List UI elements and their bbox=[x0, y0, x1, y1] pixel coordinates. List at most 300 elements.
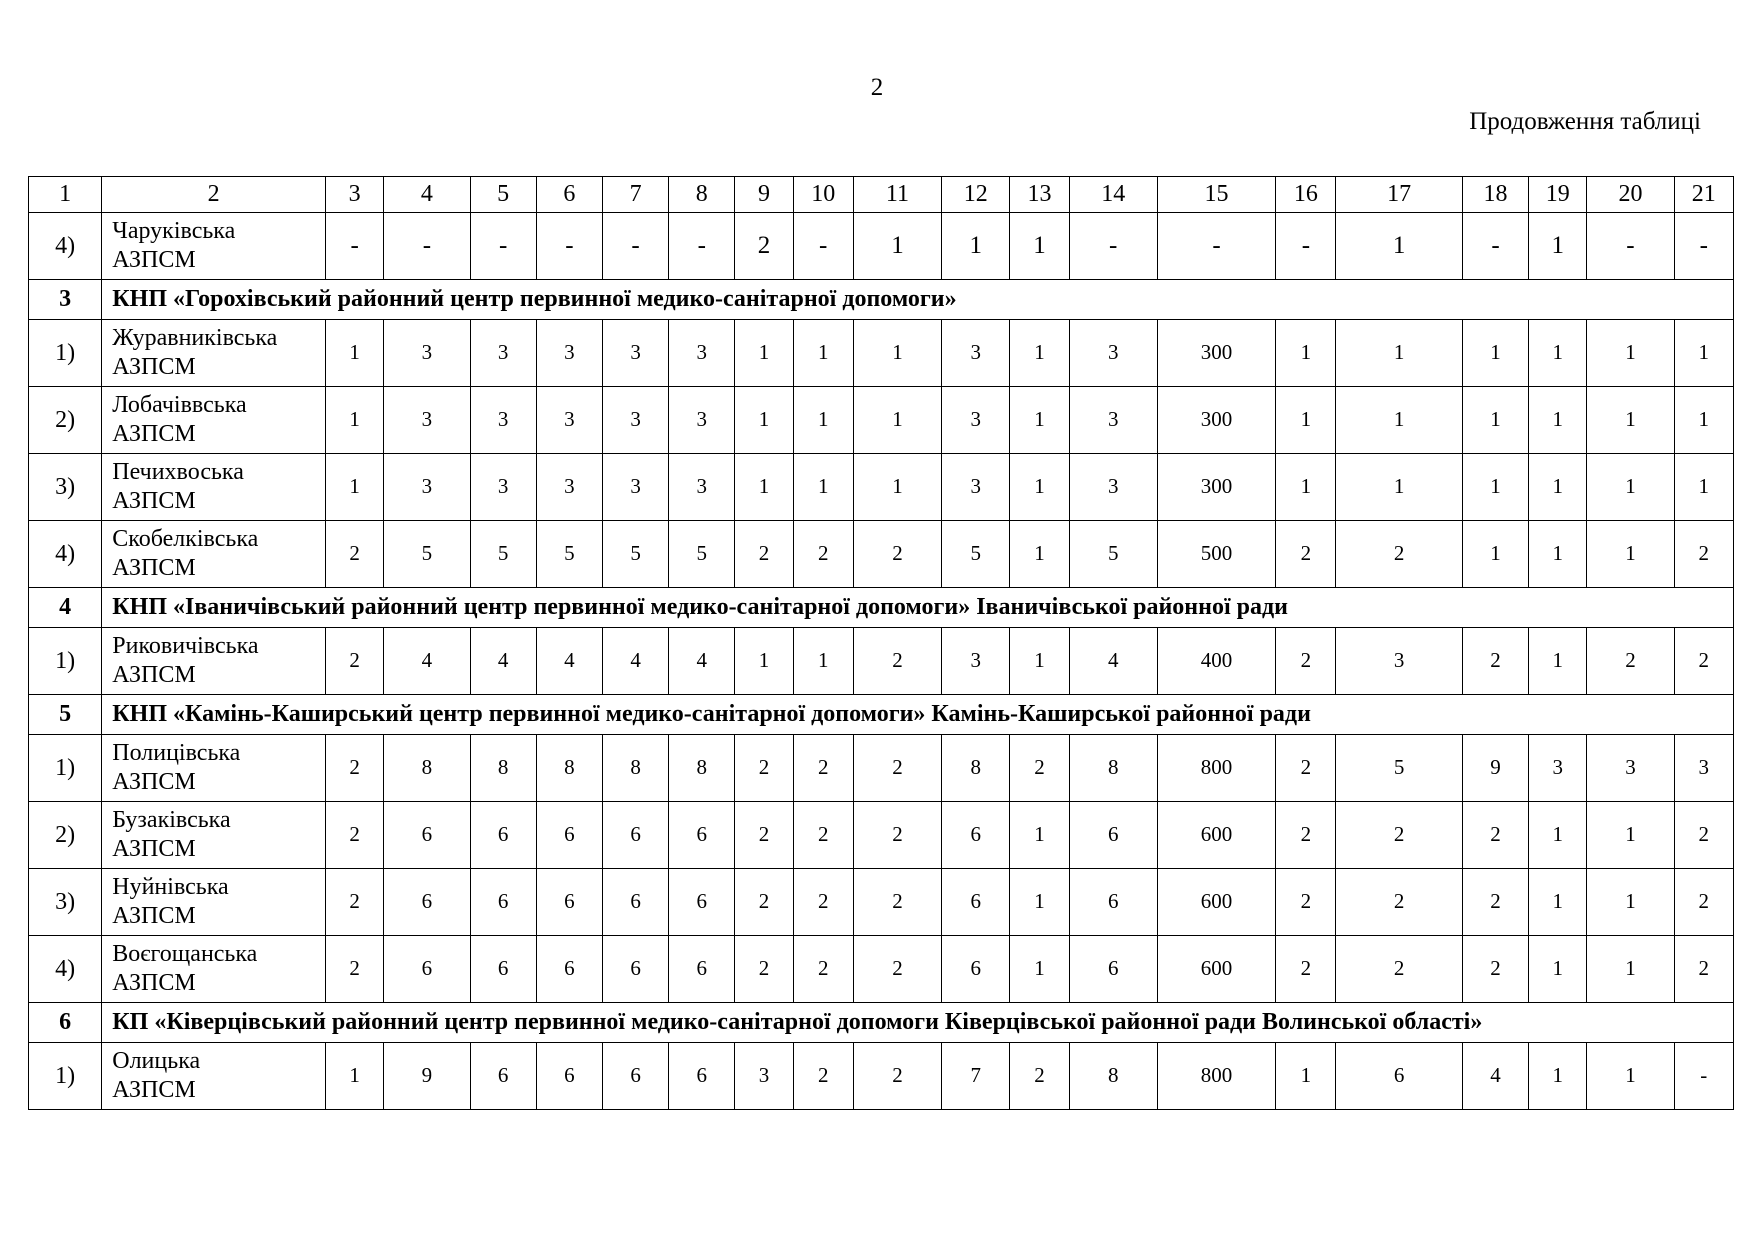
value-cell: 6 bbox=[536, 936, 602, 1003]
value-cell: 6 bbox=[536, 802, 602, 869]
value-cell: 2 bbox=[1276, 628, 1336, 695]
value-cell: 3 bbox=[602, 454, 668, 521]
value-cell: 6 bbox=[602, 802, 668, 869]
row-number: 4) bbox=[29, 213, 102, 280]
value-cell: 1 bbox=[853, 387, 941, 454]
value-cell: 3 bbox=[470, 320, 536, 387]
value-cell: 2 bbox=[326, 521, 384, 588]
column-number-cell: 5 bbox=[470, 177, 536, 213]
facility-name-line1: Чаруківська bbox=[112, 218, 236, 245]
value-cell: 1 bbox=[1587, 802, 1674, 869]
row-number: 4) bbox=[29, 936, 102, 1003]
value-cell: - bbox=[1462, 213, 1528, 280]
value-cell: 8 bbox=[1069, 1043, 1157, 1110]
value-cell: 3 bbox=[1069, 320, 1157, 387]
value-cell: 2 bbox=[326, 735, 384, 802]
value-cell: 1 bbox=[1529, 869, 1587, 936]
value-cell: 3 bbox=[1069, 387, 1157, 454]
column-number-cell: 6 bbox=[536, 177, 602, 213]
column-number-cell: 20 bbox=[1587, 177, 1674, 213]
facility-name-line2: АЗПСМ bbox=[112, 836, 196, 862]
value-cell: 6 bbox=[942, 802, 1010, 869]
value-cell: 6 bbox=[470, 1043, 536, 1110]
value-cell: 1 bbox=[793, 387, 853, 454]
value-cell: 5 bbox=[942, 521, 1010, 588]
value-cell: 4 bbox=[669, 628, 735, 695]
value-cell: 3 bbox=[384, 320, 470, 387]
facility-name bbox=[102, 802, 326, 869]
section-title: КНП «Іваничівський районний центр первинної медико-санітарної допомоги» Іваничівської районної ради bbox=[102, 588, 1734, 628]
page-number: 2 bbox=[870, 74, 884, 101]
value-cell: 300 bbox=[1157, 320, 1275, 387]
facility-name-line1: Бузаківська bbox=[112, 807, 231, 834]
value-cell: 400 bbox=[1157, 628, 1275, 695]
value-cell: 6 bbox=[536, 1043, 602, 1110]
value-cell: 1 bbox=[735, 628, 793, 695]
value-cell: 3 bbox=[384, 454, 470, 521]
facility-name bbox=[102, 521, 326, 588]
value-cell: 1 bbox=[1529, 802, 1587, 869]
value-cell: 1 bbox=[1529, 320, 1587, 387]
value-cell: 2 bbox=[1674, 802, 1733, 869]
value-cell: - bbox=[536, 213, 602, 280]
value-cell: 6 bbox=[602, 936, 668, 1003]
value-cell: 1 bbox=[1529, 628, 1587, 695]
column-number-cell: 8 bbox=[669, 177, 735, 213]
value-cell: 8 bbox=[384, 735, 470, 802]
row-number: 3) bbox=[29, 869, 102, 936]
value-cell: 2 bbox=[1336, 802, 1462, 869]
value-cell: 1 bbox=[326, 320, 384, 387]
value-cell: 2 bbox=[1276, 936, 1336, 1003]
facility-name-line2: АЗПСМ bbox=[112, 354, 196, 380]
value-cell: 500 bbox=[1157, 521, 1275, 588]
value-cell: 5 bbox=[669, 521, 735, 588]
value-cell: 5 bbox=[536, 521, 602, 588]
value-cell: 3 bbox=[669, 320, 735, 387]
row-number: 2) bbox=[29, 802, 102, 869]
value-cell: 3 bbox=[602, 320, 668, 387]
column-number-cell: 19 bbox=[1529, 177, 1587, 213]
value-cell: 300 bbox=[1157, 387, 1275, 454]
facility-name-line1: Полицівська bbox=[112, 740, 241, 767]
value-cell: 2 bbox=[853, 521, 941, 588]
value-cell: 300 bbox=[1157, 454, 1275, 521]
value-cell: 2 bbox=[1336, 521, 1462, 588]
value-cell: 8 bbox=[602, 735, 668, 802]
value-cell: 1 bbox=[1529, 387, 1587, 454]
section-title: КП «Ківерцівський районний центр первинної медико-санітарної допомоги Ківерцівської районної ради Волинської області» bbox=[102, 1003, 1734, 1043]
value-cell: 2 bbox=[793, 1043, 853, 1110]
value-cell: 4 bbox=[470, 628, 536, 695]
value-cell: 1 bbox=[326, 454, 384, 521]
value-cell: 1 bbox=[1462, 454, 1528, 521]
facility-name bbox=[102, 628, 326, 695]
value-cell: 1 bbox=[1462, 387, 1528, 454]
value-cell: 2 bbox=[1674, 521, 1733, 588]
table-row bbox=[29, 735, 1734, 802]
value-cell: 5 bbox=[602, 521, 668, 588]
value-cell: 6 bbox=[470, 869, 536, 936]
value-cell: 2 bbox=[1276, 521, 1336, 588]
value-cell: 3 bbox=[384, 387, 470, 454]
value-cell: 1 bbox=[1010, 213, 1069, 280]
value-cell: 6 bbox=[1069, 869, 1157, 936]
value-cell: 2 bbox=[853, 802, 941, 869]
column-number-cell: 10 bbox=[793, 177, 853, 213]
value-cell: 2 bbox=[326, 869, 384, 936]
value-cell: - bbox=[1587, 213, 1674, 280]
row-number: 1) bbox=[29, 628, 102, 695]
value-cell: 8 bbox=[669, 735, 735, 802]
facility-name-line1: Журавниківська bbox=[112, 325, 278, 352]
value-cell: 2 bbox=[735, 936, 793, 1003]
value-cell: 1 bbox=[1336, 213, 1462, 280]
row-number: 1) bbox=[29, 1043, 102, 1110]
value-cell: 6 bbox=[1069, 802, 1157, 869]
value-cell: - bbox=[1674, 213, 1733, 280]
value-cell: 2 bbox=[326, 936, 384, 1003]
value-cell: 3 bbox=[470, 454, 536, 521]
value-cell: 2 bbox=[735, 735, 793, 802]
value-cell: 2 bbox=[735, 869, 793, 936]
value-cell: 1 bbox=[735, 320, 793, 387]
value-cell: 1 bbox=[1462, 521, 1528, 588]
value-cell: 6 bbox=[384, 802, 470, 869]
column-number-cell: 16 bbox=[1276, 177, 1336, 213]
value-cell: 1 bbox=[1587, 1043, 1674, 1110]
value-cell: 1 bbox=[853, 454, 941, 521]
value-cell: - bbox=[470, 213, 536, 280]
value-cell: 6 bbox=[942, 936, 1010, 1003]
column-number-cell: 7 bbox=[602, 177, 668, 213]
value-cell: 3 bbox=[942, 628, 1010, 695]
value-cell: 6 bbox=[669, 869, 735, 936]
value-cell: 3 bbox=[669, 454, 735, 521]
value-cell: 1 bbox=[1587, 320, 1674, 387]
row-number: 1) bbox=[29, 320, 102, 387]
value-cell: 6 bbox=[602, 1043, 668, 1110]
table-row bbox=[29, 387, 1734, 454]
column-number-cell: 4 bbox=[384, 177, 470, 213]
value-cell: 2 bbox=[793, 869, 853, 936]
section-number: 6 bbox=[29, 1003, 102, 1043]
value-cell: 2 bbox=[1462, 802, 1528, 869]
column-number-row bbox=[29, 177, 1734, 213]
value-cell: - bbox=[1069, 213, 1157, 280]
value-cell: 1 bbox=[1529, 936, 1587, 1003]
facility-name-line2: АЗПСМ bbox=[112, 970, 196, 996]
value-cell: 3 bbox=[942, 387, 1010, 454]
value-cell: 9 bbox=[384, 1043, 470, 1110]
data-table bbox=[28, 176, 1734, 1110]
value-cell: 3 bbox=[669, 387, 735, 454]
table-row bbox=[29, 213, 1734, 280]
value-cell: 2 bbox=[1462, 869, 1528, 936]
facility-name-line2: АЗПСМ bbox=[112, 1077, 196, 1103]
value-cell: 1 bbox=[1010, 454, 1069, 521]
value-cell: - bbox=[384, 213, 470, 280]
facility-name bbox=[102, 387, 326, 454]
table-row bbox=[29, 869, 1734, 936]
section-title: КНП «Горохівський районний центр первинної медико-санітарної допомоги» bbox=[102, 280, 1734, 320]
value-cell: 2 bbox=[735, 802, 793, 869]
value-cell: 3 bbox=[1674, 735, 1733, 802]
facility-name-line1: Риковичівська bbox=[112, 633, 259, 660]
value-cell: 1 bbox=[1010, 936, 1069, 1003]
value-cell: - bbox=[793, 213, 853, 280]
value-cell: 1 bbox=[793, 320, 853, 387]
facility-name-line1: Лобачіввська bbox=[112, 392, 247, 419]
facility-name-line2: АЗПСМ bbox=[112, 247, 196, 273]
value-cell: 1 bbox=[326, 387, 384, 454]
value-cell: 3 bbox=[536, 454, 602, 521]
value-cell: 1 bbox=[1010, 802, 1069, 869]
row-number: 1) bbox=[29, 735, 102, 802]
value-cell: 3 bbox=[470, 387, 536, 454]
value-cell: 600 bbox=[1157, 802, 1275, 869]
value-cell: 4 bbox=[1462, 1043, 1528, 1110]
value-cell: 1 bbox=[853, 213, 941, 280]
facility-name-line2: АЗПСМ bbox=[112, 555, 196, 581]
value-cell: 3 bbox=[536, 387, 602, 454]
value-cell: - bbox=[669, 213, 735, 280]
value-cell: 800 bbox=[1157, 735, 1275, 802]
column-number-cell: 2 bbox=[102, 177, 326, 213]
value-cell: 1 bbox=[793, 628, 853, 695]
value-cell: 1 bbox=[1336, 320, 1462, 387]
value-cell: 4 bbox=[1069, 628, 1157, 695]
value-cell: 1 bbox=[735, 387, 793, 454]
section-row bbox=[29, 1003, 1734, 1043]
table-row bbox=[29, 320, 1734, 387]
value-cell: 1 bbox=[1587, 936, 1674, 1003]
value-cell: 3 bbox=[1336, 628, 1462, 695]
value-cell: 3 bbox=[1587, 735, 1674, 802]
row-number: 2) bbox=[29, 387, 102, 454]
value-cell: 2 bbox=[853, 1043, 941, 1110]
value-cell: 3 bbox=[942, 320, 1010, 387]
value-cell: 4 bbox=[602, 628, 668, 695]
section-title: КНП «Камінь-Каширський центр первинної медико-санітарної допомоги» Камінь-Каширської районної ради bbox=[102, 695, 1734, 735]
value-cell: 2 bbox=[853, 936, 941, 1003]
section-number: 5 bbox=[29, 695, 102, 735]
value-cell: 6 bbox=[1336, 1043, 1462, 1110]
column-number-cell: 21 bbox=[1674, 177, 1733, 213]
facility-name-line1: Олицька bbox=[112, 1048, 201, 1075]
value-cell: 2 bbox=[1462, 936, 1528, 1003]
column-number-cell: 15 bbox=[1157, 177, 1275, 213]
row-number: 3) bbox=[29, 454, 102, 521]
value-cell: 6 bbox=[669, 1043, 735, 1110]
value-cell: 3 bbox=[735, 1043, 793, 1110]
value-cell: 1 bbox=[1529, 213, 1587, 280]
column-number-cell: 3 bbox=[326, 177, 384, 213]
value-cell: 2 bbox=[1276, 802, 1336, 869]
facility-name-line2: АЗПСМ bbox=[112, 769, 196, 795]
value-cell: 2 bbox=[1276, 735, 1336, 802]
value-cell: 2 bbox=[1674, 628, 1733, 695]
value-cell: 2 bbox=[853, 869, 941, 936]
continuation-heading: Продовження таблиці bbox=[1469, 108, 1701, 135]
value-cell: 2 bbox=[853, 735, 941, 802]
value-cell: 1 bbox=[1462, 320, 1528, 387]
facility-name-line2: АЗПСМ bbox=[112, 662, 196, 688]
value-cell: 2 bbox=[326, 628, 384, 695]
value-cell: 1 bbox=[1529, 454, 1587, 521]
table-row bbox=[29, 454, 1734, 521]
value-cell: 1 bbox=[1529, 521, 1587, 588]
facility-name bbox=[102, 869, 326, 936]
value-cell: 1 bbox=[735, 454, 793, 521]
facility-name-line2: АЗПСМ bbox=[112, 488, 196, 514]
section-number: 4 bbox=[29, 588, 102, 628]
value-cell: 2 bbox=[793, 521, 853, 588]
value-cell: 1 bbox=[1276, 1043, 1336, 1110]
value-cell: 2 bbox=[1336, 936, 1462, 1003]
value-cell: 2 bbox=[1010, 1043, 1069, 1110]
value-cell: 1 bbox=[1674, 454, 1733, 521]
value-cell: 9 bbox=[1462, 735, 1528, 802]
value-cell: 5 bbox=[1336, 735, 1462, 802]
column-number-cell: 12 bbox=[942, 177, 1010, 213]
value-cell: 6 bbox=[384, 869, 470, 936]
facility-name-line1: Скобелківська bbox=[112, 526, 259, 553]
value-cell: 600 bbox=[1157, 869, 1275, 936]
facility-name bbox=[102, 454, 326, 521]
facility-name-line1: Воєгощанська bbox=[112, 941, 258, 968]
column-number-cell: 14 bbox=[1069, 177, 1157, 213]
section-row bbox=[29, 588, 1734, 628]
table-row bbox=[29, 802, 1734, 869]
value-cell: 4 bbox=[384, 628, 470, 695]
column-number-cell: 18 bbox=[1462, 177, 1528, 213]
section-number: 3 bbox=[29, 280, 102, 320]
value-cell: 1 bbox=[1010, 628, 1069, 695]
value-cell: 3 bbox=[536, 320, 602, 387]
value-cell: 2 bbox=[1010, 735, 1069, 802]
value-cell: 800 bbox=[1157, 1043, 1275, 1110]
value-cell: - bbox=[326, 213, 384, 280]
value-cell: 1 bbox=[1587, 869, 1674, 936]
facility-name-line2: АЗПСМ bbox=[112, 903, 196, 929]
value-cell: 1 bbox=[793, 454, 853, 521]
value-cell: 3 bbox=[1069, 454, 1157, 521]
value-cell: 2 bbox=[1462, 628, 1528, 695]
value-cell: 1 bbox=[1674, 320, 1733, 387]
section-row bbox=[29, 280, 1734, 320]
value-cell: 3 bbox=[942, 454, 1010, 521]
value-cell: 6 bbox=[602, 869, 668, 936]
value-cell: 8 bbox=[536, 735, 602, 802]
table-body bbox=[29, 177, 1734, 1110]
value-cell: 6 bbox=[669, 802, 735, 869]
facility-name bbox=[102, 320, 326, 387]
column-number-cell: 13 bbox=[1010, 177, 1069, 213]
value-cell: 1 bbox=[1276, 387, 1336, 454]
value-cell: 1 bbox=[853, 320, 941, 387]
table-row bbox=[29, 936, 1734, 1003]
facility-name-line2: АЗПСМ bbox=[112, 421, 196, 447]
value-cell: 1 bbox=[1587, 387, 1674, 454]
value-cell: 1 bbox=[1336, 454, 1462, 521]
value-cell: 5 bbox=[1069, 521, 1157, 588]
value-cell: 1 bbox=[1010, 869, 1069, 936]
value-cell: 1 bbox=[1010, 521, 1069, 588]
column-number-cell: 9 bbox=[735, 177, 793, 213]
table-row bbox=[29, 521, 1734, 588]
column-number-cell: 17 bbox=[1336, 177, 1462, 213]
facility-name bbox=[102, 936, 326, 1003]
value-cell: 5 bbox=[384, 521, 470, 588]
value-cell: 600 bbox=[1157, 936, 1275, 1003]
table-row bbox=[29, 628, 1734, 695]
value-cell: 6 bbox=[384, 936, 470, 1003]
value-cell: 2 bbox=[793, 802, 853, 869]
column-number-cell: 11 bbox=[853, 177, 941, 213]
row-number: 4) bbox=[29, 521, 102, 588]
value-cell: 1 bbox=[326, 1043, 384, 1110]
value-cell: 2 bbox=[793, 735, 853, 802]
value-cell: 2 bbox=[326, 802, 384, 869]
value-cell: 2 bbox=[1276, 869, 1336, 936]
value-cell: 2 bbox=[853, 628, 941, 695]
value-cell: 5 bbox=[470, 521, 536, 588]
value-cell: 1 bbox=[1587, 521, 1674, 588]
facility-name bbox=[102, 735, 326, 802]
value-cell: 8 bbox=[470, 735, 536, 802]
table-row bbox=[29, 1043, 1734, 1110]
value-cell: 1 bbox=[1674, 387, 1733, 454]
value-cell: 2 bbox=[1587, 628, 1674, 695]
value-cell: 6 bbox=[1069, 936, 1157, 1003]
section-row bbox=[29, 695, 1734, 735]
value-cell: 7 bbox=[942, 1043, 1010, 1110]
value-cell: 1 bbox=[1276, 454, 1336, 521]
value-cell: 1 bbox=[1276, 320, 1336, 387]
value-cell: 6 bbox=[536, 869, 602, 936]
value-cell: 6 bbox=[470, 802, 536, 869]
value-cell: 1 bbox=[1010, 387, 1069, 454]
value-cell: 2 bbox=[1674, 936, 1733, 1003]
value-cell: 1 bbox=[1587, 454, 1674, 521]
value-cell: 2 bbox=[793, 936, 853, 1003]
value-cell: - bbox=[1276, 213, 1336, 280]
facility-name-line1: Печихвоська bbox=[112, 459, 244, 486]
value-cell: 3 bbox=[1529, 735, 1587, 802]
facility-name bbox=[102, 1043, 326, 1110]
value-cell: 2 bbox=[735, 521, 793, 588]
value-cell: 6 bbox=[942, 869, 1010, 936]
value-cell: 3 bbox=[602, 387, 668, 454]
value-cell: 2 bbox=[735, 213, 793, 280]
facility-name-line1: Нуйнівська bbox=[112, 874, 229, 901]
value-cell: 2 bbox=[1336, 869, 1462, 936]
column-number-cell: 1 bbox=[29, 177, 102, 213]
value-cell: 8 bbox=[1069, 735, 1157, 802]
value-cell: 1 bbox=[1010, 320, 1069, 387]
value-cell: 1 bbox=[1336, 387, 1462, 454]
value-cell: 2 bbox=[1674, 869, 1733, 936]
value-cell: 8 bbox=[942, 735, 1010, 802]
value-cell: 1 bbox=[942, 213, 1010, 280]
value-cell: 1 bbox=[1529, 1043, 1587, 1110]
facility-name bbox=[102, 213, 326, 280]
value-cell: - bbox=[602, 213, 668, 280]
value-cell: 6 bbox=[470, 936, 536, 1003]
value-cell: 6 bbox=[669, 936, 735, 1003]
value-cell: - bbox=[1157, 213, 1275, 280]
